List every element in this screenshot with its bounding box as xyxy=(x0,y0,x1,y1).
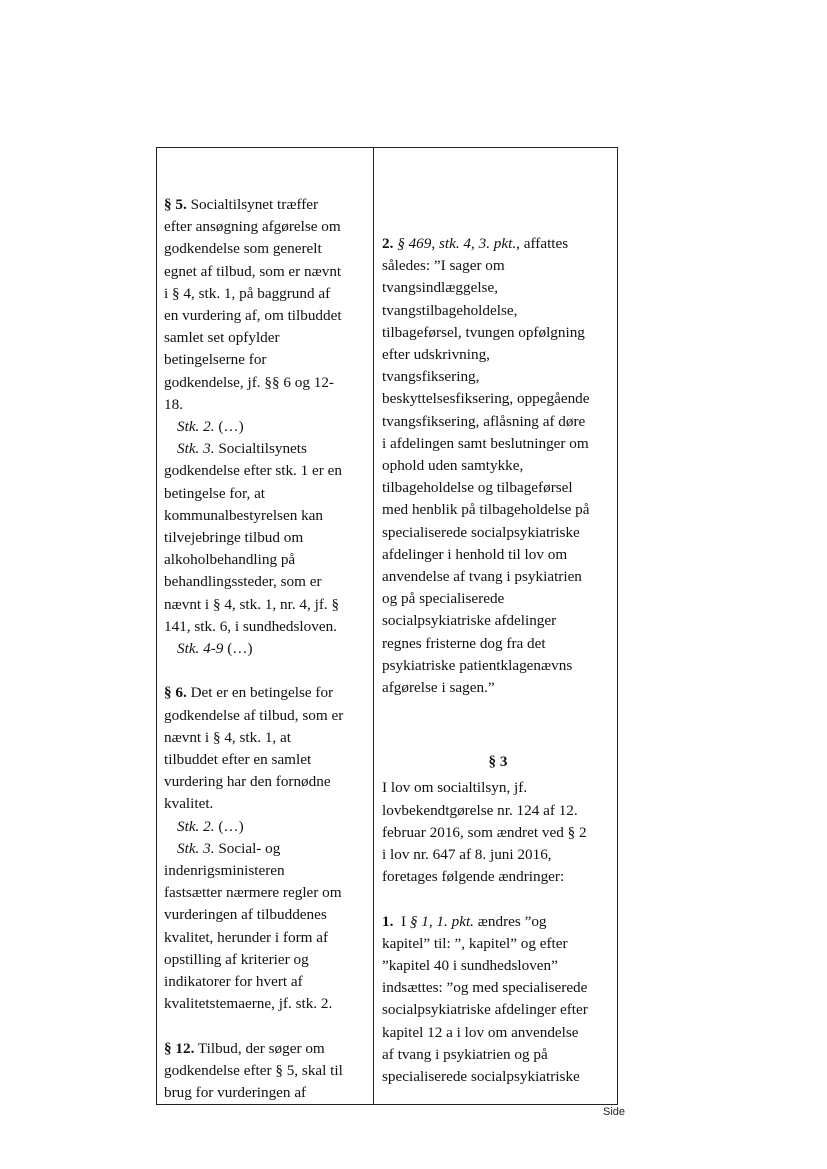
section-5: § 5. Socialtilsynet træffer efter ansøgning afgørelse om godkendelse som generelt egnet af tilbud, som er nævnt i § 4, stk. 1, på baggrund af en vurdering af, om tilbuddet samlet set opfylder betingelserne for godkendelse, jf. §§ 6 og 12- 18. Stk. 2. (…) Stk. 3. Socialtilsynets godkendelse efter stk. 1 er en betingelse for, at kommunalbestyrelsen kan tilvejebringe tilbud om alkoholbehandling på behandlingssteder, som er nævnt i § 4, stk. 1, nr. 4, jf. § 141, stk. 6, i sundhedsloven. Stk. 4-9 (…) xyxy=(164,194,369,660)
section-12: § 12. Tilbud, der søger om godkendelse efter § 5, skal til brug for vurderingen af xyxy=(164,1039,343,1102)
section-heading: § 3 xyxy=(488,753,508,771)
section-number: § 6. xyxy=(164,684,187,702)
two-column-law-table xyxy=(156,147,618,1105)
amendment-item-2: 2. § 469, stk. 4, 3. pkt., affattes således: ”I sager om tvangsindlæggelse, tvangstilbageholdelse, tilbageførsel, tvungen opfølgning efter udskrivning, tvangsfiksering, beskyttelsesfiksering, oppegående tvangsfiksering, aflåsning af døre i afdelingen samt beslutninger om ophold uden samtykke, tilbageholdelse og tilbageførsel med henblik på tilbageholdelse på specialiserede socialpsykiatriske afdelinger i henhold til lov om anvendelse af tvang i psykiatrien og på specialiserede socialpsykiatriske afdelinger regnes fristerne dog fra det psykiatriske patientklagenævns afgørelse i sagen.” xyxy=(382,235,590,697)
stk-3: Stk. 3. Socialtilsynets xyxy=(177,440,307,458)
current-law-column xyxy=(164,194,369,1104)
amendment-column xyxy=(382,233,614,1088)
stk-2: Stk. 2. (…) xyxy=(177,817,244,835)
section-3: § 3 I lov om socialtilsyn, jf. lovbekendtgørelse nr. 124 af 12. februar 2016, som ændret ved § 2 i lov nr. 647 af 8. juni 2016, foretages følgende ændringer: xyxy=(382,753,587,886)
section-number: § 12. xyxy=(164,1039,195,1057)
item-number: 2. xyxy=(382,235,394,252)
section-6: § 6. Det er en betingelse for godkendelse af tilbud, som er nævnt i § 4, stk. 1, at tilbuddet efter en samlet vurdering har den fornødne kvalitet. Stk. 2. (…) Stk. 3. Social- og indenrigsministeren fastsætter nærmere regler om vurderingen af tilbuddenes kvalitet, herunder i form af opstilling af kriterier og indikatorer for hvert af kvalitetstemaerne, jf. stk. 2. xyxy=(164,682,369,1015)
stk-4-9: Stk. 4-9 (…) xyxy=(177,640,253,658)
amendment-item-1: 1. I § 1, 1. pkt. ændres ”og kapitel” til: ”, kapitel” og efter ”kapitel 40 i sundhedsloven” indsættes: ”og med specialiserede socialpsykiatriske afdelinger efter kapitel 12 a i lov om anvendelse af tvang i psykiatrien og på specialiserede socialpsykiatriske xyxy=(382,912,588,1086)
stk-3: Stk. 3. Social- og xyxy=(177,839,281,857)
item-number: 1. xyxy=(382,912,394,930)
section-number: § 5. xyxy=(164,196,187,213)
page-footer-label: Side xyxy=(603,1106,626,1118)
column-divider xyxy=(373,148,374,1104)
stk-2: Stk. 2. (…) xyxy=(177,418,244,436)
